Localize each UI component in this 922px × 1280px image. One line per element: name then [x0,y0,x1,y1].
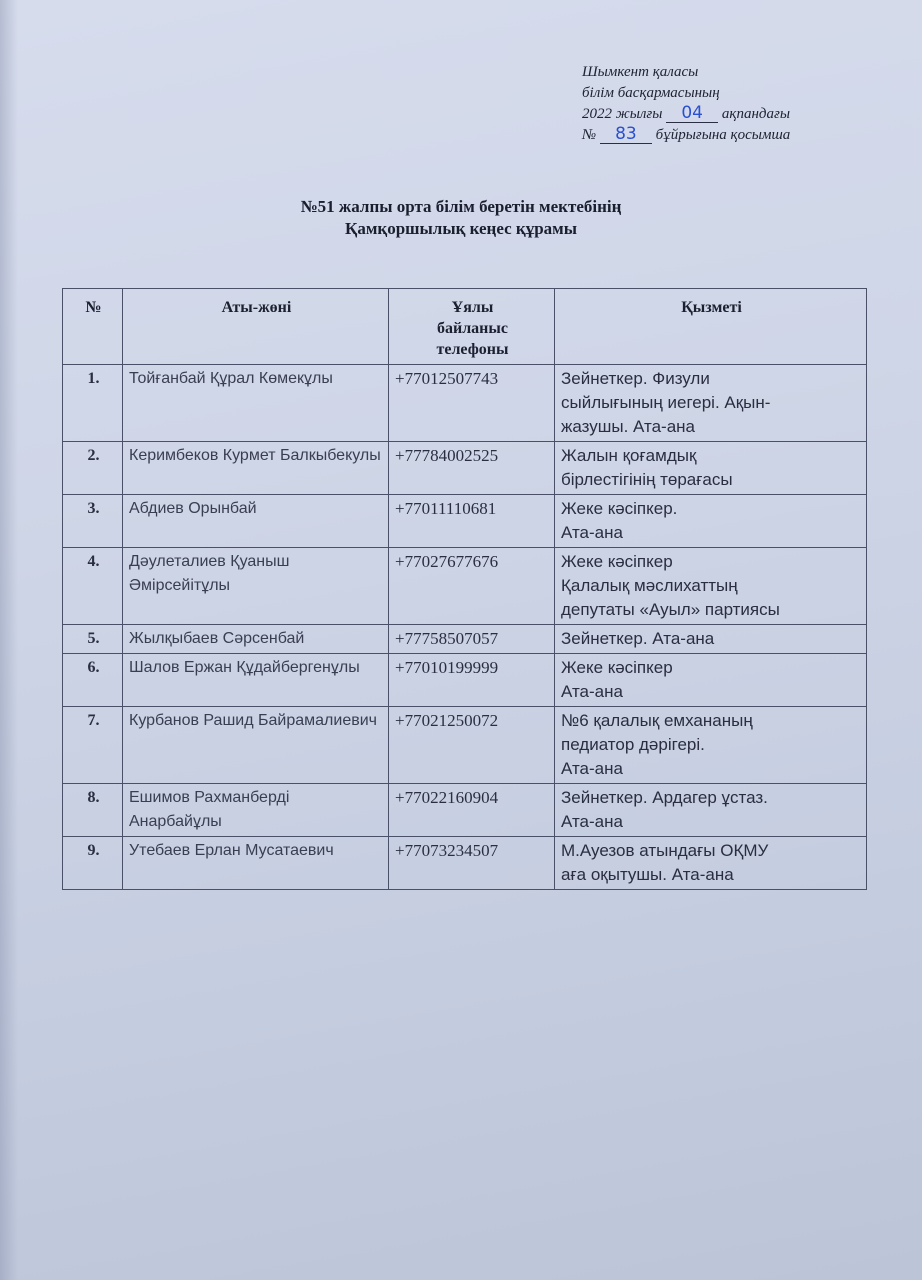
paper-edge-shadow [0,0,18,1280]
header-date-line [582,104,912,125]
position-line: депутаты «Ауыл» партиясы [561,600,780,619]
member-name: Абдиев Орынбай [123,495,389,548]
phone-header-line: Ұялы [451,299,494,316]
position-line: жазушы. Ата-ана [561,417,696,436]
phone-header-line: телефоны [436,341,509,358]
position-line: М.Ауезов атындағы ОҚМУ [561,841,769,860]
header-order-line [582,125,912,146]
position-line: Жеке кәсіпкер [561,552,673,571]
column-header-phone [389,289,555,365]
column-header-name: Аты-жөні [123,289,389,365]
table-row [63,442,867,495]
member-position [555,654,867,707]
row-number: 7. [63,707,123,784]
header-order-text: бұйрығына қосымша [655,127,791,143]
column-header-number: № [63,289,123,365]
member-phone: +77021250072 [389,707,555,784]
header-month: ақпандағы [721,106,790,122]
row-number: 1. [63,365,123,442]
position-line: Ата-ана [561,759,623,778]
document-title [0,196,922,240]
table-row [63,625,867,654]
member-name: Дәулеталиев Қуаныш Әмірсейітұлы [123,548,389,625]
member-phone: +77073234507 [389,837,555,890]
row-number: 6. [63,654,123,707]
members-table [62,288,867,890]
member-name: Курбанов Рашид Байрамалиевич [123,707,389,784]
row-number: 3. [63,495,123,548]
table-row [63,548,867,625]
table-row [63,784,867,837]
table-row [63,365,867,442]
handwritten-day: 04 [666,105,718,123]
member-position [555,784,867,837]
table-row [63,495,867,548]
member-phone: +77758507057 [389,625,555,654]
appendix-header [582,62,912,146]
member-position [555,837,867,890]
member-name: Жылқыбаев Сәрсенбай [123,625,389,654]
table-row [63,707,867,784]
position-line: бірлестігінің төрағасы [561,470,733,489]
member-position [555,707,867,784]
member-position [555,548,867,625]
member-name: Утебаев Ерлан Мусатаевич [123,837,389,890]
position-line: №6 қалалық емхананың [561,711,753,730]
table-header-row [63,289,867,365]
column-header-position: Қызметі [555,289,867,365]
member-position [555,365,867,442]
member-name: Ешимов Рахманберді Анарбайұлы [123,784,389,837]
member-phone: +77010199999 [389,654,555,707]
position-line: Ата-ана [561,523,623,542]
phone-header-line: байланыс [436,320,508,337]
position-line: Зейнеткер. Физули [561,369,710,388]
position-line: Зейнеткер. Ата-ана [561,629,715,648]
position-line: Ата-ана [561,812,623,831]
member-position [555,495,867,548]
title-council: Қамқоршылық кеңес құрамы [345,219,577,238]
member-name: Тойғанбай Құрал Көмекұлы [123,365,389,442]
position-line: Жеке кәсіпкер. [561,499,678,518]
member-position [555,625,867,654]
position-line: Зейнеткер. Ардагер ұстаз. [561,788,768,807]
header-department: білім басқармасының [582,85,720,101]
position-line: педиатор дәрігері. [561,735,705,754]
member-phone: +77011110681 [389,495,555,548]
handwritten-order-number: 83 [600,126,652,144]
member-name: Шалов Ержан Құдайбергенұлы [123,654,389,707]
member-phone: +77022160904 [389,784,555,837]
header-year: 2022 жылғы [582,106,663,122]
position-line: Жалын қоғамдық [561,446,697,465]
title-school: №51 жалпы орта білім беретін мектебінің [300,197,622,216]
position-line: Жеке кәсіпкер [561,658,673,677]
row-number: 5. [63,625,123,654]
row-number: 2. [63,442,123,495]
row-number: 9. [63,837,123,890]
table-row [63,654,867,707]
member-position [555,442,867,495]
header-number-sign: № [582,127,597,143]
member-phone: +77784002525 [389,442,555,495]
member-phone: +77027677676 [389,548,555,625]
table-row [63,837,867,890]
position-line: Ата-ана [561,682,623,701]
member-phone: +77012507743 [389,365,555,442]
row-number: 4. [63,548,123,625]
member-name: Керимбеков Курмет Балкыбекулы [123,442,389,495]
header-city: Шымкент қаласы [582,64,699,80]
position-line: Қалалық мәслихаттың [561,576,738,595]
position-line: сыйлығының иегері. Ақын- [561,393,771,412]
row-number: 8. [63,784,123,837]
position-line: аға оқытушы. Ата-ана [561,865,734,884]
